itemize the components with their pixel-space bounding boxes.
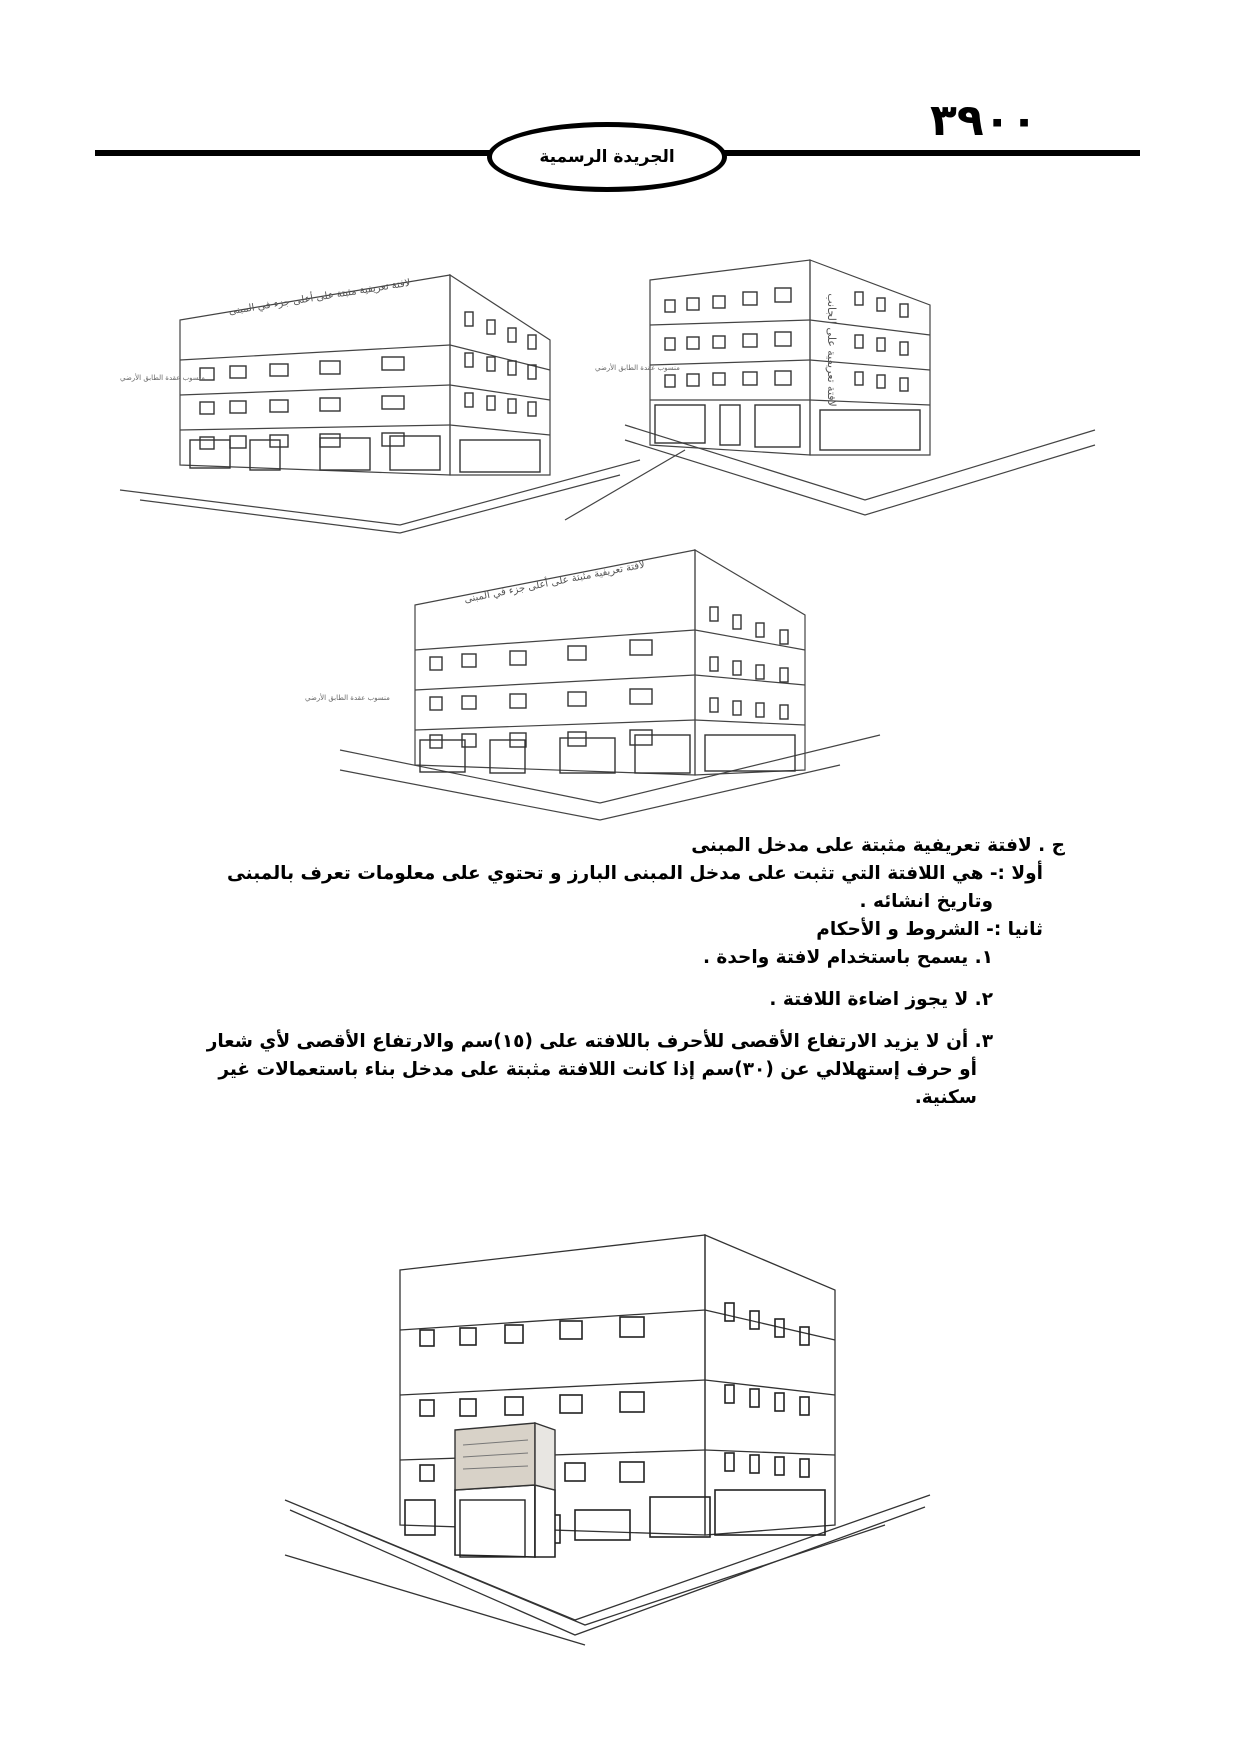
publication-title: الجريدة الرسمية — [539, 147, 675, 167]
condition-item-1: ١. يسمح باستخدام لافتة واحدة . — [702, 947, 993, 968]
building-drawing-side-sign — [595, 250, 1095, 530]
top-sign-label-2: لافتة تعريفية مثبتة على أعلى جزء في المبنى — [463, 559, 646, 606]
ground-level-label-3: منسوب عقدة الطابق الأرضي — [305, 694, 390, 702]
entrance-portal — [455, 1423, 555, 1557]
ground-level-label-2: منسوب عقدة الطابق الأرضي — [595, 364, 680, 372]
condition-item-3-line2: أو حرف إستهلالي عن (٣٠)سم إذا كانت اللافتة مثبتة على مدخل بناء باستعمالات غير — [218, 1059, 977, 1080]
first-para-line2: وتاريخ انشائه . — [859, 891, 993, 912]
building-drawing-top-side-sign — [305, 535, 880, 815]
page-number: ٣٩٠٠ — [930, 95, 1038, 146]
ground-level-label: منسوب عقدة الطابق الأرضي — [120, 374, 205, 382]
header-oval — [487, 122, 727, 192]
building-drawing-top-sign — [120, 250, 640, 540]
condition-item-2: ٢. لا يجوز اضاءة اللافتة . — [769, 989, 993, 1010]
building-drawing-entrance-sign — [285, 1235, 965, 1650]
section-title: ج . لافتة تعريفية مثبتة على مدخل المبنى — [691, 835, 1065, 856]
first-para-line1: أولا :- هي اللافتة التي تثبت على مدخل المبنى البارز و تحتوي على معلومات تعرف بالمبنى — [226, 863, 1043, 884]
side-sign-label: لافتة تعريفية على الجانب — [825, 293, 838, 407]
condition-item-3-line3: سكنية. — [914, 1087, 977, 1108]
section-text — [95, 832, 1065, 1112]
second-heading: ثانيا :- الشروط و الأحكام — [816, 919, 1043, 940]
condition-item-3-line1: ٣. أن لا يزيد الارتفاع الأقصى للأحرف باللافته على (١٥)سم والارتفاع الأقصى لأي شعار — [206, 1031, 993, 1052]
top-sign-label: لافتة تعريفية مثبتة على أعلى جزء في المبنى — [228, 277, 412, 318]
